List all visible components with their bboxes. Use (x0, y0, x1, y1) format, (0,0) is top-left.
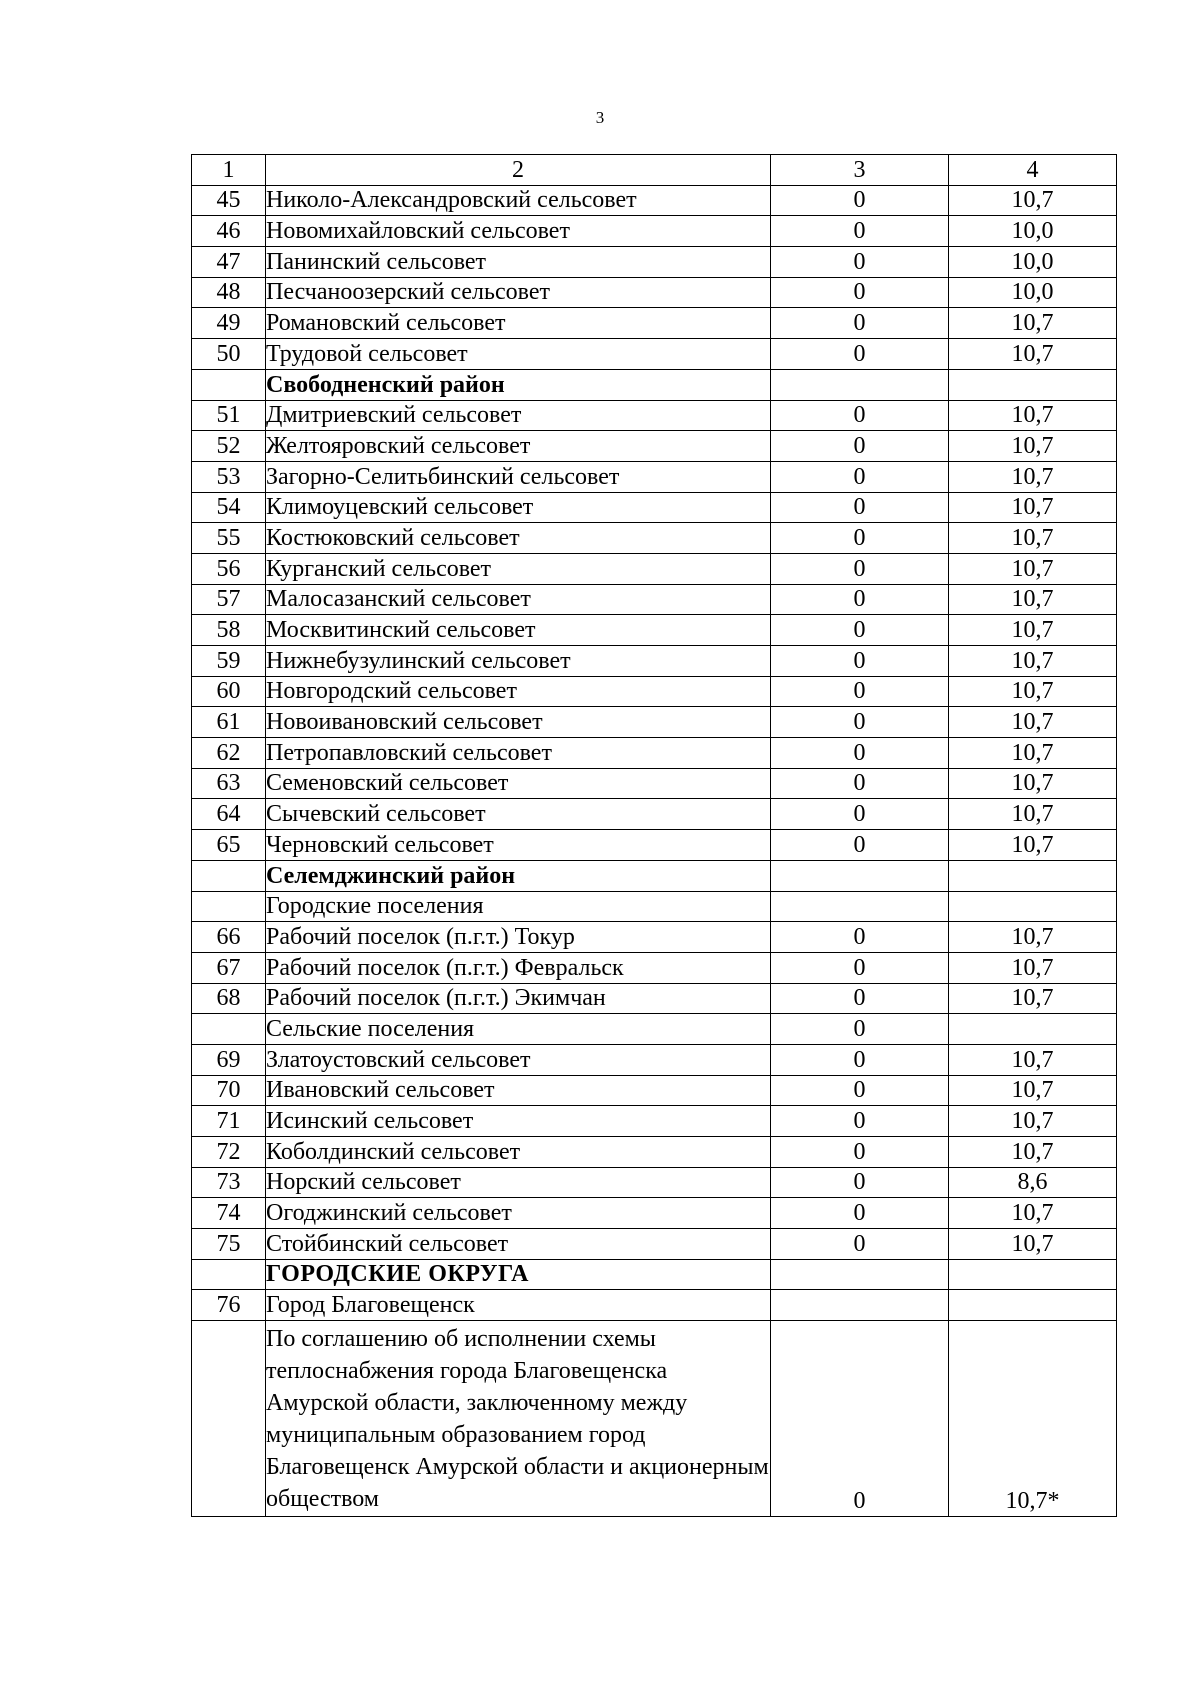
row-number-cell: 71 (192, 1106, 266, 1137)
row-number-cell: 47 (192, 247, 266, 278)
row-col4-cell (949, 891, 1117, 922)
table-row (192, 584, 1117, 615)
header-cell-4: 4 (949, 155, 1117, 186)
row-number-cell: 74 (192, 1198, 266, 1229)
row-number-cell: 50 (192, 339, 266, 370)
row-col4-cell: 10,7 (949, 1229, 1117, 1260)
row-name-cell: Городские поселения (266, 891, 771, 922)
row-col3-cell: 0 (771, 247, 949, 278)
row-name-cell: Желтояровский сельсовет (266, 431, 771, 462)
row-name-cell: Норский сельсовет (266, 1167, 771, 1198)
row-name-cell: Ивановский сельсовет (266, 1075, 771, 1106)
row-name-cell: Петропавловский сельсовет (266, 738, 771, 769)
row-number-cell: 63 (192, 768, 266, 799)
table-row (192, 738, 1117, 769)
row-number-cell: 72 (192, 1137, 266, 1168)
row-col4-cell: 10,7 (949, 799, 1117, 830)
row-name-cell: Город Благовещенск (266, 1290, 771, 1321)
header-cell-2: 2 (266, 155, 771, 186)
row-number-cell: 51 (192, 400, 266, 431)
row-number-cell: 70 (192, 1075, 266, 1106)
row-number-cell: 73 (192, 1167, 266, 1198)
row-col3-cell: 0 (771, 676, 949, 707)
row-name-cell: ГОРОДСКИЕ ОКРУГА (266, 1259, 771, 1290)
row-col3-cell: 0 (771, 768, 949, 799)
row-col3-cell: 0 (771, 584, 949, 615)
row-number-cell (192, 1259, 266, 1290)
row-name-cell: Курганский сельсовет (266, 553, 771, 584)
row-col3-cell: 0 (771, 308, 949, 339)
row-col4-cell: 10,7 (949, 1137, 1117, 1168)
row-col3-cell (771, 860, 949, 891)
row-col3-cell: 0 (771, 339, 949, 370)
table-row (192, 216, 1117, 247)
row-col3-cell: 0 (771, 738, 949, 769)
row-col4-cell: 10,7 (949, 707, 1117, 738)
row-col4-cell: 10,7 (949, 584, 1117, 615)
row-col4-cell: 10,7 (949, 461, 1117, 492)
row-col3-cell: 0 (771, 952, 949, 983)
row-name-cell: Песчаноозерский сельсовет (266, 277, 771, 308)
row-col3-cell: 0 (771, 646, 949, 677)
table-row (192, 1137, 1117, 1168)
table-row (192, 922, 1117, 953)
row-name-cell: Трудовой сельсовет (266, 339, 771, 370)
row-col4-cell: 10,7 (949, 1075, 1117, 1106)
row-number-cell: 53 (192, 461, 266, 492)
row-name-cell: Сельские поселения (266, 1014, 771, 1045)
row-number-cell: 46 (192, 216, 266, 247)
row-col3-cell: 0 (771, 1229, 949, 1260)
table-row (192, 461, 1117, 492)
row-col3-cell: 0 (771, 216, 949, 247)
row-col4-cell (949, 369, 1117, 400)
row-col4-cell (949, 1014, 1117, 1045)
row-name-cell: Рабочий поселок (п.г.т.) Токур (266, 922, 771, 953)
row-col4-cell: 10,7 (949, 646, 1117, 677)
row-col3-cell: 0 (771, 523, 949, 554)
table-row (192, 983, 1117, 1014)
section-heading-row (192, 1259, 1117, 1290)
row-name-cell: Сычевский сельсовет (266, 799, 771, 830)
row-name-cell: Дмитриевский сельсовет (266, 400, 771, 431)
row-col4-cell (949, 1259, 1117, 1290)
table-row (192, 247, 1117, 278)
table-row (192, 553, 1117, 584)
row-number-cell: 52 (192, 431, 266, 462)
row-name-cell: Семеновский сельсовет (266, 768, 771, 799)
row-col3-cell: 0 (771, 461, 949, 492)
row-col3-cell: 0 (771, 1044, 949, 1075)
row-col3-cell: 0 (771, 799, 949, 830)
table-row (192, 1290, 1117, 1321)
table-row (192, 1198, 1117, 1229)
row-col3-cell: 0 (771, 983, 949, 1014)
row-number-cell: 69 (192, 1044, 266, 1075)
table-row (192, 676, 1117, 707)
table-row (192, 339, 1117, 370)
row-number-cell: 68 (192, 983, 266, 1014)
row-col4-cell: 10,7* (949, 1321, 1117, 1517)
table-row (192, 185, 1117, 216)
table-row (192, 1167, 1117, 1198)
row-col4-cell: 10,7 (949, 983, 1117, 1014)
header-cell-3: 3 (771, 155, 949, 186)
row-number-cell: 66 (192, 922, 266, 953)
row-number-cell: 64 (192, 799, 266, 830)
row-col3-cell (771, 1290, 949, 1321)
table-row (192, 891, 1117, 922)
table-row (192, 768, 1117, 799)
section-heading-row (192, 369, 1117, 400)
row-number-cell: 60 (192, 676, 266, 707)
row-col4-cell: 10,7 (949, 553, 1117, 584)
header-cell-1: 1 (192, 155, 266, 186)
row-col4-cell: 10,0 (949, 216, 1117, 247)
row-number-cell: 58 (192, 615, 266, 646)
row-name-cell: Огоджинский сельсовет (266, 1198, 771, 1229)
section-heading-row (192, 860, 1117, 891)
row-col3-cell: 0 (771, 277, 949, 308)
row-number-cell: 49 (192, 308, 266, 339)
table-row (192, 952, 1117, 983)
table-row (192, 830, 1117, 861)
data-table (191, 154, 1117, 1517)
table-row (192, 615, 1117, 646)
row-number-cell: 75 (192, 1229, 266, 1260)
row-name-cell: Нижнебузулинский сельсовет (266, 646, 771, 677)
row-col4-cell: 10,7 (949, 492, 1117, 523)
row-name-cell: Панинский сельсовет (266, 247, 771, 278)
row-col3-cell: 0 (771, 1198, 949, 1229)
row-name-cell: Стойбинский сельсовет (266, 1229, 771, 1260)
row-name-cell: Коболдинский сельсовет (266, 1137, 771, 1168)
table-row (192, 1014, 1117, 1045)
row-col3-cell: 0 (771, 1321, 949, 1517)
row-name-cell: Москвитинский сельсовет (266, 615, 771, 646)
row-name-cell: Селемджинский район (266, 860, 771, 891)
row-name-cell: Свободненский район (266, 369, 771, 400)
table-row (192, 707, 1117, 738)
row-name-cell: Романовский сельсовет (266, 308, 771, 339)
row-col4-cell: 10,7 (949, 952, 1117, 983)
row-number-cell: 55 (192, 523, 266, 554)
row-col4-cell (949, 1290, 1117, 1321)
row-col3-cell: 0 (771, 615, 949, 646)
row-col4-cell: 10,7 (949, 830, 1117, 861)
row-col3-cell: 0 (771, 830, 949, 861)
table-row (192, 400, 1117, 431)
row-number-cell (192, 860, 266, 891)
row-number-cell: 65 (192, 830, 266, 861)
row-name-cell: Новомихайловский сельсовет (266, 216, 771, 247)
row-col3-cell (771, 369, 949, 400)
table-row (192, 492, 1117, 523)
row-number-cell: 67 (192, 952, 266, 983)
row-name-cell: По соглашению об исполнении схемы теплоснабжения города Благовещенска Амурской области, заключенному между муниципальным образованием город Благовещенск Амурской области и акционерным обществом (266, 1321, 771, 1517)
row-col4-cell (949, 860, 1117, 891)
row-number-cell (192, 1014, 266, 1045)
row-col4-cell: 10,7 (949, 308, 1117, 339)
row-number-cell: 76 (192, 1290, 266, 1321)
row-col3-cell: 0 (771, 553, 949, 584)
row-name-cell: Исинский сельсовет (266, 1106, 771, 1137)
row-number-cell: 48 (192, 277, 266, 308)
row-number-cell: 54 (192, 492, 266, 523)
row-col4-cell: 10,7 (949, 1106, 1117, 1137)
row-name-cell: Малосазанский сельсовет (266, 584, 771, 615)
row-col3-cell: 0 (771, 1075, 949, 1106)
page-number: 3 (595, 108, 605, 127)
row-name-cell: Климоуцевский сельсовет (266, 492, 771, 523)
row-col4-cell: 10,7 (949, 339, 1117, 370)
row-name-cell: Новоивановский сельсовет (266, 707, 771, 738)
row-col3-cell (771, 1259, 949, 1290)
row-col3-cell (771, 891, 949, 922)
row-number-cell (192, 369, 266, 400)
table-row (192, 1321, 1117, 1517)
row-col4-cell: 10,7 (949, 400, 1117, 431)
table-row (192, 646, 1117, 677)
row-name-cell: Златоустовский сельсовет (266, 1044, 771, 1075)
row-col4-cell: 10,7 (949, 676, 1117, 707)
row-col3-cell: 0 (771, 707, 949, 738)
row-col3-cell: 0 (771, 1167, 949, 1198)
row-number-cell: 56 (192, 553, 266, 584)
row-number-cell: 59 (192, 646, 266, 677)
row-col4-cell: 10,7 (949, 922, 1117, 953)
row-number-cell (192, 891, 266, 922)
row-col4-cell: 10,7 (949, 1198, 1117, 1229)
table-row (192, 277, 1117, 308)
row-col3-cell: 0 (771, 185, 949, 216)
table-row (192, 1106, 1117, 1137)
row-number-cell: 61 (192, 707, 266, 738)
row-col3-cell: 0 (771, 400, 949, 431)
row-col3-cell: 0 (771, 1106, 949, 1137)
row-col4-cell: 10,7 (949, 738, 1117, 769)
table-row (192, 523, 1117, 554)
row-name-cell: Костюковский сельсовет (266, 523, 771, 554)
row-col4-cell: 10,7 (949, 523, 1117, 554)
row-col4-cell: 10,7 (949, 431, 1117, 462)
row-name-cell: Рабочий поселок (п.г.т.) Февральск (266, 952, 771, 983)
table-row (192, 1044, 1117, 1075)
row-col3-cell: 0 (771, 1137, 949, 1168)
row-col3-cell: 0 (771, 492, 949, 523)
table-row (192, 308, 1117, 339)
row-number-cell: 62 (192, 738, 266, 769)
row-name-cell: Новгородский сельсовет (266, 676, 771, 707)
row-col4-cell: 10,7 (949, 185, 1117, 216)
table-row (192, 1075, 1117, 1106)
row-number-cell: 57 (192, 584, 266, 615)
row-name-cell: Рабочий поселок (п.г.т.) Экимчан (266, 983, 771, 1014)
table-row (192, 431, 1117, 462)
row-name-cell: Черновский сельсовет (266, 830, 771, 861)
row-col4-cell: 10,7 (949, 768, 1117, 799)
row-col4-cell: 10,7 (949, 615, 1117, 646)
row-col3-cell: 0 (771, 1014, 949, 1045)
row-name-cell: Николо-Александровский сельсовет (266, 185, 771, 216)
row-name-cell: Загорно-Селитьбинский сельсовет (266, 461, 771, 492)
row-col4-cell: 10,0 (949, 277, 1117, 308)
row-col3-cell: 0 (771, 431, 949, 462)
row-col4-cell: 10,0 (949, 247, 1117, 278)
table-row (192, 1229, 1117, 1260)
table-row (192, 799, 1117, 830)
row-col4-cell: 10,7 (949, 1044, 1117, 1075)
row-number-cell: 45 (192, 185, 266, 216)
table-header-row (192, 155, 1117, 186)
row-number-cell (192, 1321, 266, 1517)
row-col3-cell: 0 (771, 922, 949, 953)
row-col4-cell: 8,6 (949, 1167, 1117, 1198)
